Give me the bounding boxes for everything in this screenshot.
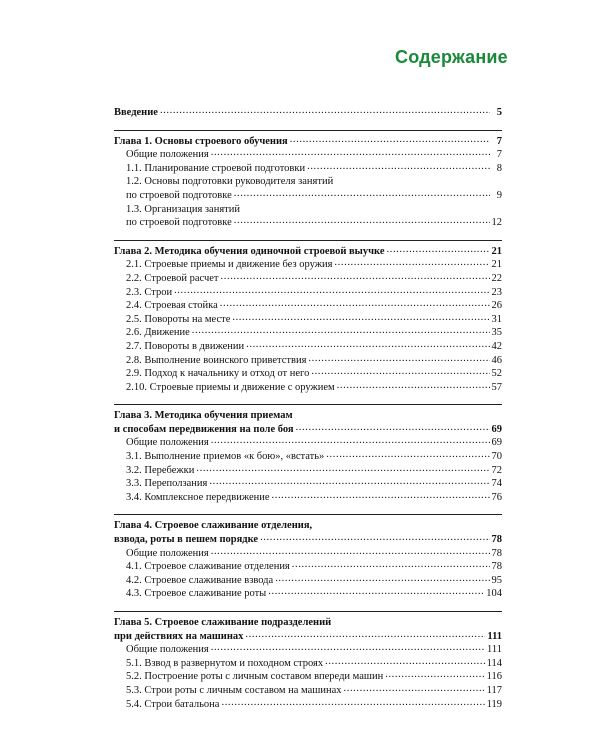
- section-spacer: [114, 394, 502, 404]
- dot-leader: [275, 572, 489, 586]
- toc-page-number: 23: [491, 286, 502, 298]
- toc-entry[interactable]: [114, 216, 502, 230]
- dot-leader: [196, 462, 489, 476]
- toc-chapter-entry[interactable]: [114, 106, 502, 120]
- dot-leader: [308, 352, 489, 366]
- toc-entry-title: Общие положения: [126, 547, 209, 559]
- dot-leader: [387, 243, 490, 257]
- toc-entry-title: Глава 4. Строевое слаживание отделения,: [114, 520, 313, 532]
- page-title: Содержание: [395, 47, 508, 67]
- toc-page-number: 114: [486, 657, 502, 669]
- toc-entry[interactable]: [114, 162, 502, 176]
- section-spacer: [114, 504, 502, 514]
- dot-leader: [246, 338, 489, 352]
- dot-leader: [221, 270, 490, 284]
- dot-leader: [221, 696, 484, 710]
- toc-entry-title: 2.10. Строевые приемы и движение с оружием: [126, 381, 335, 393]
- dot-leader: [220, 297, 490, 311]
- dot-leader: [337, 379, 490, 393]
- dot-leader: [192, 324, 490, 338]
- section-spacer: [114, 601, 502, 611]
- toc-page-number: 70: [491, 451, 502, 463]
- toc-entry-title: Общие положения: [126, 149, 209, 161]
- dot-leader: [307, 160, 490, 174]
- toc-page-number: 42: [491, 340, 502, 352]
- toc-entry-title: Глава 1. Основы строевого обучения: [114, 135, 288, 147]
- dot-leader: [234, 187, 490, 201]
- dot-leader: [211, 641, 485, 655]
- section-spacer: [114, 230, 502, 240]
- toc-page-number: 9: [496, 189, 502, 201]
- dot-leader: [292, 558, 490, 572]
- toc-page-number: 95: [491, 574, 502, 586]
- dot-leader: [334, 256, 489, 270]
- toc-entry-title: 5.4. Строи батальона: [126, 698, 220, 710]
- toc-entry-title: 5.2. Построение роты с личным составом впереди машин: [126, 671, 384, 683]
- toc-entry-title: Общие положения: [126, 644, 209, 656]
- toc-page-number: 21: [491, 259, 502, 271]
- dot-leader: [174, 284, 489, 298]
- toc-page-number: 116: [486, 671, 502, 683]
- toc-entry-title: взвода, роты в пешем порядке: [114, 534, 259, 546]
- toc-page-number: 78: [491, 561, 502, 573]
- toc-page-number: 57: [491, 381, 502, 393]
- toc-entry-title: 3.2. Перебежки: [126, 464, 195, 476]
- toc-page-number: 7: [496, 149, 502, 161]
- toc-entry-title: по строевой подготовке: [126, 217, 232, 229]
- toc-entry-title: 5.1. Взвод в развернутом и походном строях: [126, 657, 324, 669]
- toc-page-number: 78: [491, 534, 502, 546]
- toc-entry-title: 3.4. Комплексное передвижение: [126, 491, 270, 503]
- toc-entry-title: 1.2. Основы подготовки руководителя занятий: [126, 176, 334, 188]
- dot-leader: [326, 448, 489, 462]
- toc-page-number: 52: [491, 368, 502, 380]
- toc-page-number: 111: [487, 630, 502, 642]
- dot-leader: [209, 475, 489, 489]
- table-of-contents: [114, 106, 502, 711]
- toc-entry-title: 2.1. Строевые приемы и движение без оружия: [126, 259, 333, 271]
- dot-leader: [160, 104, 490, 118]
- toc-entry-title: 4.1. Строевое слаживание отделения: [126, 561, 290, 573]
- dot-leader: [296, 421, 490, 435]
- section-spacer: [114, 120, 502, 130]
- toc-page-number: 74: [491, 478, 502, 490]
- toc-page-number: 76: [491, 491, 502, 503]
- dot-leader: [211, 146, 490, 160]
- dot-leader: [211, 545, 490, 559]
- toc-page-number: 21: [491, 245, 502, 257]
- dot-leader: [344, 682, 485, 696]
- toc-entry-title: 2.7. Повороты в движении: [126, 340, 245, 352]
- toc-entry-title: Глава 3. Методика обучения приемам: [114, 410, 293, 422]
- dot-leader: [245, 628, 485, 642]
- toc-page-number: 35: [491, 327, 502, 339]
- dot-leader: [234, 214, 490, 228]
- toc-entry[interactable]: [114, 587, 502, 601]
- dot-leader: [272, 489, 490, 503]
- toc-entry-title: Глава 2. Методика обучения одиночной строевой выучке: [114, 245, 385, 257]
- toc-page-number: 7: [496, 135, 502, 147]
- toc-entry-title: 2.8. Выполнение воинского приветствия: [126, 354, 307, 366]
- toc-page-number: 111: [487, 644, 502, 656]
- toc-entry-title: 2.3. Строи: [126, 286, 173, 298]
- toc-page-number: 5: [496, 107, 502, 118]
- dot-leader: [211, 434, 490, 448]
- toc-page-number: 117: [486, 684, 502, 696]
- dot-leader: [385, 668, 484, 682]
- toc-entry-title: 4.3. Строевое слаживание роты: [126, 588, 267, 600]
- dot-leader: [311, 365, 489, 379]
- toc-page-number: 8: [496, 162, 502, 174]
- toc-entry-title: 3.3. Переползания: [126, 478, 208, 490]
- toc-entry-title: 2.9. Подход к начальнику и отход от него: [126, 368, 310, 380]
- toc-entry-title: 4.2. Строевое слаживание взвода: [126, 574, 274, 586]
- toc-entry-title: по строевой подготовке: [126, 189, 232, 201]
- dot-leader: [268, 585, 484, 599]
- toc-page-number: 12: [491, 217, 502, 229]
- toc-entry-title: Глава 5. Строевое слаживание подразделений: [114, 617, 332, 628]
- toc-page-number: 69: [491, 423, 502, 435]
- toc-entry-title: 5.3. Строи роты с личным составом на машинах: [126, 684, 342, 696]
- toc-page-number: 119: [486, 698, 502, 710]
- toc-entry-title: Общие положения: [126, 437, 209, 449]
- toc-entry-title: Введение: [114, 107, 158, 118]
- toc-entry-title: 2.4. Строевая стойка: [126, 300, 218, 312]
- dot-leader: [290, 133, 490, 147]
- toc-page-number: 72: [491, 464, 502, 476]
- toc-entry-title: 1.1. Планирование строевой подготовки: [126, 162, 306, 174]
- toc-entry-title: 2.5. Повороты на месте: [126, 313, 231, 325]
- dot-leader: [260, 531, 489, 545]
- toc-entry[interactable]: [114, 491, 502, 505]
- toc-entry-title: при действиях на машинах: [114, 630, 244, 642]
- dot-leader: [232, 311, 489, 325]
- toc-page-number: 104: [486, 588, 502, 600]
- toc-page-number: 22: [491, 272, 502, 284]
- toc-entry-title: 1.3. Организация занятий: [126, 203, 240, 215]
- toc-entry-title: 2.2. Строевой расчет: [126, 272, 219, 284]
- toc-entry[interactable]: [114, 189, 502, 203]
- toc-page-number: 69: [491, 437, 502, 449]
- toc-entry-title: 2.6. Движение: [126, 327, 190, 339]
- toc-page-number: 78: [491, 547, 502, 559]
- toc-entry[interactable]: [114, 381, 502, 395]
- dot-leader: [325, 655, 485, 669]
- toc-page-number: 26: [491, 300, 502, 312]
- toc-page-number: 46: [491, 354, 502, 366]
- toc-entry-title: и способам передвижения на поле боя: [114, 423, 294, 435]
- toc-page-number: 31: [491, 313, 502, 325]
- toc-entry-title: 3.1. Выполнение приемов «к бою», «встать»: [126, 451, 325, 463]
- toc-entry[interactable]: [114, 698, 502, 712]
